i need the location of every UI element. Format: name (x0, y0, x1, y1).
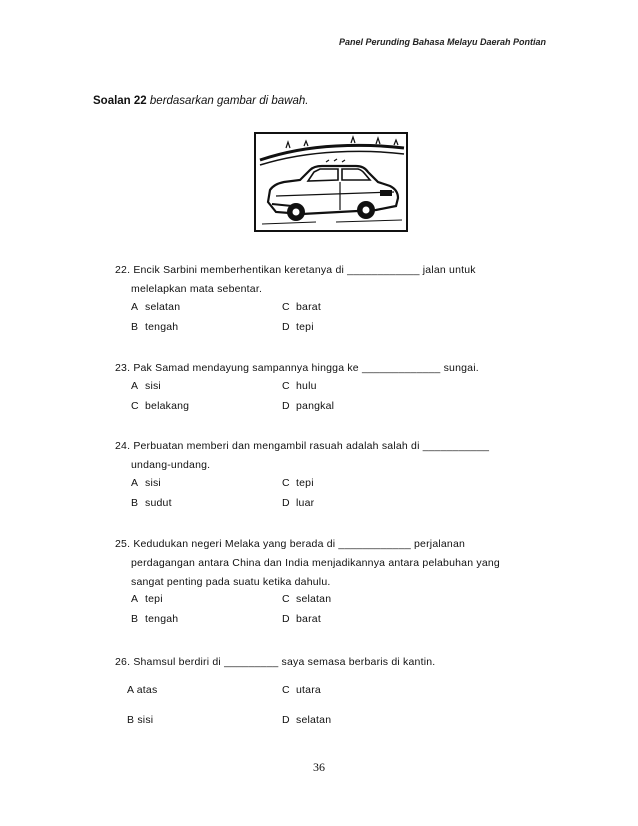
option-a: A sisi (131, 380, 161, 392)
option-d: D luar (282, 497, 315, 509)
option-c: C barat (282, 301, 321, 313)
question-stem: 22. Encik Sarbini memberhentikan keretanya di ____________ jalan untuk (115, 264, 476, 276)
options-row (115, 321, 545, 341)
options-row (115, 380, 545, 400)
question-stem: 23. Pak Samad mendayung sampannya hingga ke _____________ sungai. (115, 362, 479, 374)
options-row (115, 400, 545, 420)
option-d: D barat (282, 613, 321, 625)
options-row (115, 684, 545, 704)
option-c: C utara (282, 684, 321, 696)
question-24 (115, 437, 545, 517)
option-d: D pangkal (282, 400, 335, 412)
options-row (115, 301, 545, 321)
question-stem: 26. Shamsul berdiri di _________ saya semasa berbaris di kantin. (115, 656, 436, 668)
options-row (115, 497, 545, 517)
question-26 (115, 653, 545, 734)
option-c: C tepi (282, 477, 314, 489)
option-b: B sudut (131, 497, 172, 509)
options-row (115, 714, 545, 734)
question-stem-continued: perdagangan antara China dan India menjadikannya antara pelabuhan yang (131, 557, 500, 569)
question-stem-continued: sangat penting pada suatu ketika dahulu. (131, 576, 331, 588)
option-d: D selatan (282, 714, 332, 726)
question-stem-continued: undang-undang. (131, 459, 211, 471)
question-25 (115, 535, 545, 633)
question-22 (115, 261, 545, 341)
instruction-text: berdasarkan gambar di bawah. (146, 95, 309, 107)
page-header: Panel Perunding Bahasa Melayu Daerah Pontian (338, 37, 546, 47)
instruction (93, 95, 308, 107)
options-row (115, 613, 545, 633)
instruction-question-ref: Soalan 22 (93, 95, 147, 107)
option-b: B tengah (131, 613, 179, 625)
car-roadside-icon (256, 134, 406, 230)
question-23 (115, 359, 545, 420)
option-c-left: C belakang (131, 400, 190, 412)
option-d: D tepi (282, 321, 314, 333)
option-a: A sisi (131, 477, 161, 489)
option-a: A atas (127, 684, 158, 696)
question-stem: 25. Kedudukan negeri Melaka yang berada di ____________ perjalanan (115, 538, 466, 550)
option-a: A tepi (131, 593, 163, 605)
options-row (115, 477, 545, 497)
option-b: B tengah (131, 321, 179, 333)
option-c: C selatan (282, 593, 332, 605)
option-b: B sisi (127, 714, 154, 726)
page-number: 36 (313, 760, 325, 774)
car-illustration (254, 132, 408, 232)
question-stem: 24. Perbuatan memberi dan mengambil rasuah adalah salah di ___________ (115, 440, 490, 452)
option-a: A selatan (131, 301, 181, 313)
question-stem-continued: melelapkan mata sebentar. (131, 283, 263, 295)
option-c: C hulu (282, 380, 317, 392)
options-row (115, 593, 545, 613)
